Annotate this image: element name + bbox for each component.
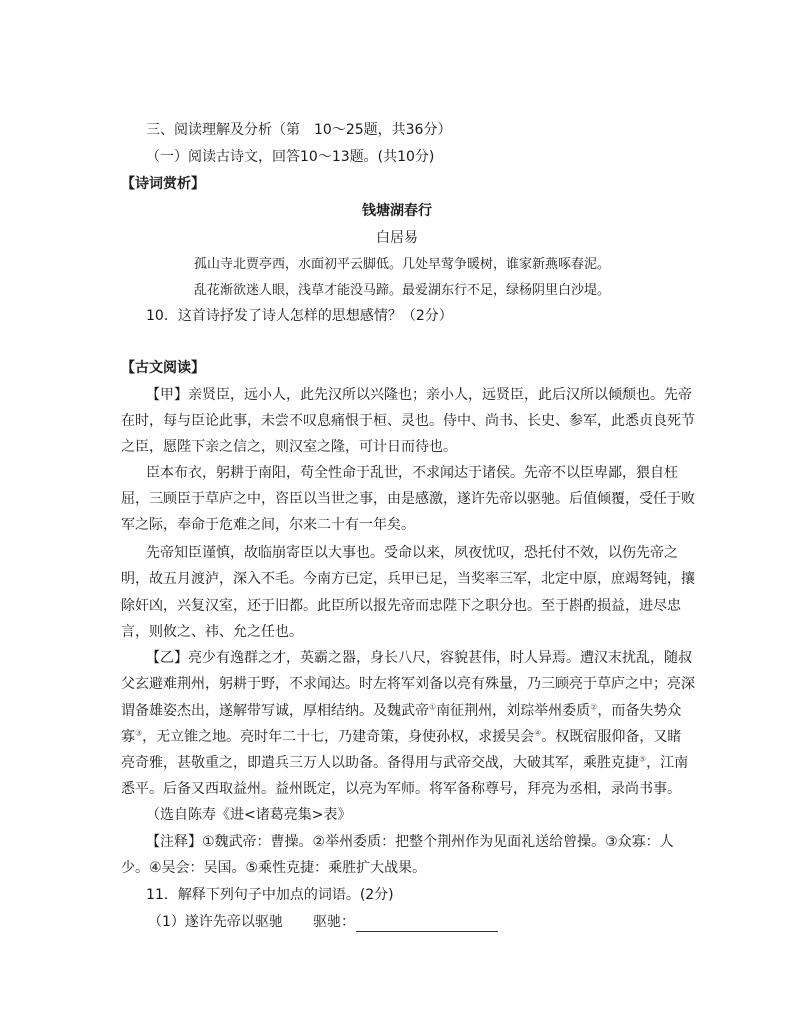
passage-jia-line: 明，故五月渡泸，深入不毛。今南方已定，兵甲已足，当奖率三军，北定中原，庶竭驽钝，攘: [121, 571, 695, 587]
question-11: 11．解释下列句子中加点的词语。(2分): [146, 887, 394, 903]
notes-line: 少。④吴会：吴国。⑤乘性克捷：乘胜扩大战果。: [121, 860, 427, 876]
footnote-mark: ⑤: [639, 754, 647, 764]
question-11-item-1: （1）遂许先帝以驱驰: [148, 914, 283, 930]
poem-author: 白居易: [376, 230, 418, 246]
part1-intro: （一）阅读古诗文，回答10～13题。(共10分): [146, 149, 435, 165]
passage-jia-line: 臣本布衣，躬耕于南阳，苟全性命于乱世，不求闻达于诸侯。先帝不以臣卑鄙，猥自枉: [146, 465, 678, 481]
passage-jia-line: 言，则攸之、祎、允之任也。: [121, 624, 303, 640]
passage-yi-line: 父玄避难荆州，躬耕于野，不求闻达。时左将军刘备以亮有殊量，乃三顾亮于草庐之中；亮深: [121, 676, 695, 692]
passage-jia-line: 之臣，愿陛下亲之信之，则汉室之隆，可计日而待也。: [121, 439, 457, 455]
poem-line-1: 孤山寺北贾亭西，水面初平云脚低。几处早莺争暖树，谁家新燕啄春泥。: [194, 257, 611, 272]
passage-yi-line: 亮奇雅，甚敬重之，即遣兵三万人以助备。备得用与武帝交战，大破其军，乘胜克捷⑤，江南: [121, 754, 689, 771]
passage-jia-line: 军之际，奉命于危难之间，尔来二十有一年矣。: [121, 517, 415, 533]
notes-line: 【注释】①魏武帝：曹操。②举州委质：把整个荆州作为见面礼送给曾操。③众寡：人: [146, 834, 674, 850]
poem-header: 【诗词赏析】: [121, 176, 205, 192]
footnote-mark: ②: [590, 702, 598, 712]
poem-line-2: 乱花渐欲迷人眼，浅草才能没马蹄。最爱湖东行不足，绿杨阴里白沙堤。: [194, 283, 611, 298]
poem-title: 钱塘湖春行: [362, 203, 432, 219]
question-10: 10．这首诗抒发了诗人怎样的思想感情？（2分）: [146, 308, 453, 324]
footnote-mark: ①: [429, 702, 437, 712]
passage-jia-line: 除奸凶，兴复汉室，还于旧都。此臣所以报先帝而忠陛下之职分也。至于斟酌损益，进尽忠: [121, 598, 681, 614]
answer-label: 驱驰：: [313, 914, 355, 930]
passage-yi-line: 【乙】亮少有逸群之才，英霸之器，身长八尺，容貌甚伟，时人异焉。遭汉末扰乱，随叔: [146, 650, 692, 666]
passage-jia-line: 【甲】亲贤臣，远小人，此先汉所以兴隆也；亲小人，远贤臣，此后汉所以倾颓也。先帝: [146, 387, 692, 403]
passage-jia-line: 先帝知臣谨慎，故临崩寄臣以大事也。受命以来，夙夜忧叹，恐托付不效，以伤先帝之: [146, 545, 678, 561]
prose-header: 【古文阅读】: [121, 360, 205, 376]
footnote-mark: ④: [534, 728, 542, 738]
footnote-mark: ③: [135, 728, 143, 738]
section-title: 三、阅读理解及分析（第 10～25题，共36分）: [146, 122, 452, 138]
source-citation: （选自陈寿《进<诸葛亮集>表》: [146, 807, 352, 823]
passage-yi-line: 谓备雄姿杰出，遂解带写诚，厚相结纳。及魏武帝①南征荆州，刘琮举州委质②，而备失势众: [121, 702, 682, 719]
passage-jia-line: 在时，每与臣论此事，未尝不叹息痛恨于桓、灵也。侍中、尚书、长史、参军，此悉贞良死节: [121, 413, 695, 429]
answer-blank[interactable]: [356, 931, 498, 932]
passage-yi-line: 悉平。后备又西取益州。益州既定，以亮为军师。将军备称尊号，拜亮为丞相，录尚书事。: [121, 781, 681, 797]
passage-yi-line: 寡③，无立锥之地。亮时年二十七，乃建奇策，身使孙权，求援吴会④。权既宿服仰备，又睹: [121, 728, 682, 745]
passage-jia-line: 屈，三顾臣于草庐之中，咨臣以当世之事，由是感激，遂许先帝以驱驰。后值倾覆，受任于败: [121, 491, 695, 507]
